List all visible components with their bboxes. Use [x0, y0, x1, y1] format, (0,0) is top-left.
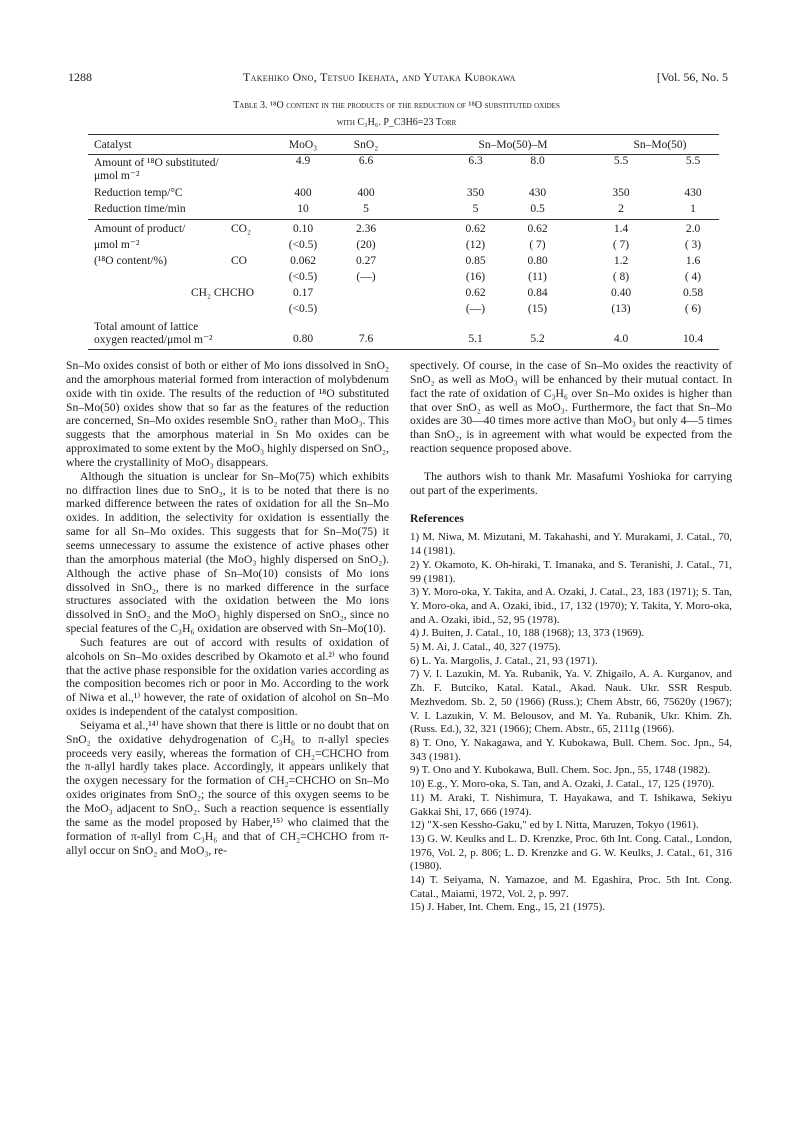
table-cell: ( 7): [612, 239, 630, 251]
row-label-co2: CO₂: [231, 223, 251, 235]
table-cell: 10: [297, 203, 309, 215]
table-cell: 400: [294, 187, 312, 199]
table-cell: 5: [472, 203, 479, 215]
body-paragraph: Sn–Mo oxides consist of both or either of Mo ions dissolved in SnO₂ and the amorphous material formed from interaction of molybdenum oxide with tin oxide. The results of the reduction of ¹⁸O substituted Sn–Mo(50) oxides show that so far as the features of the reduction are concerned, Sn–Mo oxides resemble SnO₂ rather than MoO₃. This suggests that the amorphous material in Sn Mo oxides can be approximated to some extent by the MoO₃ highly dispersed on SnO₂, where the crystallinity of MoO₃ disappears.: [66, 359, 389, 469]
reference-item: 8) T. Ono, Y. Nakagawa, and Y. Kubokawa, Bull. Chem. Soc. Jpn., 54, 343 (1981).: [410, 736, 732, 763]
table-cell: 0.62: [465, 223, 486, 235]
page-number: 1288: [68, 70, 92, 84]
table-mid-rule: [88, 219, 719, 220]
col-header-moo3: MoO₃: [288, 139, 318, 151]
reference-item: 10) E.g., Y. Moro-oka, S. Tan, and A. Ozaki, J. Catal., 17, 125 (1970).: [410, 778, 715, 791]
table-cell: ( 3): [684, 239, 702, 251]
reference-item: 15) J. Haber, Int. Chem. Eng., 15, 21 (1975).: [410, 901, 605, 914]
body-paragraph: Although the situation is unclear for Sn–Mo(75) which exhibits no diffraction lines due to SnO₂, it is to be noted that there is no marked difference between the rates of oxidation for all the Sn–Mo oxides. In addition, the selectivity for oxidation is essentially the same for all Sn–Mo oxides. This suggests that for Sn–Mo(75) it seems unnecessary to assume the existence of active phases other than the amorphous material (the MoO₃ highly dispersed on SnO₂). Although the active phase of Sn–Mo(10) consists of Mo ions dissolved in SnO₂, there is no marked difference in the surface structures associated with the oxidation between the Mo ions dissolved in SnO₂ and the MoO₃ highly dispersed on SnO₂, since no special features of the C₃H₆ oxidation are observed with Sn–Mo(10).: [66, 469, 389, 636]
table-cell: 350: [466, 187, 485, 199]
reference-item: 4) J. Buiten, J. Catal., 10, 188 (1968); 13, 373 (1969).: [410, 627, 645, 640]
table-cell: (<0.5): [288, 271, 318, 283]
reference-item: 1) M. Niwa, M. Mizutani, M. Takahashi, and Y. Murakami, J. Catal., 70, 14 (1981).: [410, 531, 732, 558]
col-header-snmo50m: Sn–Mo(50)–M: [478, 139, 548, 151]
row-label: (¹⁸O content/%): [94, 255, 167, 267]
table-cell: 0.27: [355, 255, 377, 267]
reference-item: 14) T. Seiyama, N. Yamazoe, and M. Egashira, Proc. 5th Int. Cong. Catal., Maiami, 1972, Vol. 2, p. 997.: [410, 874, 732, 900]
table-cell: 5.2: [530, 333, 545, 345]
table-cell: ( 4): [684, 271, 702, 283]
table-cell: 2.36: [355, 223, 377, 235]
row-label-acrolein: CH₂ CHCHO: [191, 287, 255, 299]
reference-item: 13) G. W. Keulks and L. D. Krenzke, Proc. 6th Int. Cong. Catal., London, 1976, Vol. 2, p. 806; L. D. Krenzke and G. W. Keulks, J. Catal., 61, 316 (1980).: [410, 832, 732, 873]
table-cell: 4.9: [295, 155, 311, 167]
references-heading: References: [410, 511, 464, 525]
reference-item: 2) Y. Okamoto, K. Oh-hiraki, T. Imanaka, and S. Teranishi, J. Catal., 71, 99 (1981).: [410, 558, 732, 585]
table-cell: (13): [611, 303, 631, 315]
reference-item: 9) T. Ono and Y. Kubokawa, Bull. Chem. Soc. Jpn., 55, 1748 (1982).: [410, 764, 711, 777]
reference-item: 7) V. I. Lazukin, M. Ya. Rubanik, Ya. V. Zhigailo, A. A. Kurganov, and Zh. F. Butciko, Katal. Katal., Akad. Nauk. Ukr. SSR Respub. Mezhvedom. Sb. 2, 50 (1966) (Russ.); Chem Abstr, 66, 75620y (1967); V. I. Lazukin, V. M. Belousov, and M. Ya. Rubanik, Ukr. Khim. Zh. (Russ. Ed.), 32, 321 (1966); Chem. Abstr., 65, 2111g (1966).: [410, 668, 732, 736]
table-cell: (15): [527, 303, 548, 315]
table-cell: 350: [612, 187, 630, 199]
table-cell: 0.5: [530, 203, 545, 215]
table-caption-line1: Table 3. ¹⁸O content in the products of the reduction of ¹⁸O substituted oxides: [233, 100, 560, 111]
table-cell: 400: [357, 187, 375, 199]
table-cell: 0.17: [292, 287, 314, 299]
row-label: Reduction time/min: [94, 203, 186, 215]
table-cell: 2.0: [685, 223, 701, 235]
table-cell: 430: [684, 187, 702, 199]
table-cell: ( 8): [612, 271, 630, 283]
table-caption: [0, 97, 793, 131]
col-header-snmo50: Sn–Mo(50): [633, 139, 687, 151]
table-cell: 0.62: [465, 287, 486, 299]
acknowledgment: The authors wish to thank Mr. Masafumi Yoshioka for carrying out part of the experiments.: [410, 469, 732, 497]
table-top-rule: [88, 134, 719, 135]
row-label: μmol m⁻²: [94, 170, 140, 182]
body-paragraph: Such features are out of accord with results of oxidation of alcohols on Sn–Mo oxides described by Okamoto et al.²⁾ who found that the active phase responsible for the oxidation varies according as the composition becomes rich or poor in Mo. According to the work of Niwa et al.,¹⁾ however, the rate of oxidation of alcohol on Sn–Mo oxides is independent of the catalyst composition.: [66, 635, 389, 719]
row-label-co: CO: [231, 255, 247, 267]
table-cell: (<0.5): [288, 303, 318, 315]
table-cell: (<0.5): [288, 239, 318, 251]
table-cell: (12): [465, 239, 486, 251]
table-cell: 1.2: [613, 255, 629, 267]
right-text-column: [410, 359, 732, 915]
row-label: Amount of product/: [94, 223, 186, 235]
table-cell: 6.3: [468, 155, 483, 167]
reference-list: [410, 531, 732, 915]
row-label: oxygen reacted/μmol m⁻²: [94, 334, 213, 346]
table-cell: (—): [356, 271, 376, 283]
table-cell: 5.5: [613, 155, 629, 167]
table-cell: 1: [690, 203, 696, 215]
table-cell: 6.6: [358, 155, 374, 167]
table-cell: 0.80: [527, 255, 548, 267]
table-cell: 1.6: [685, 255, 701, 267]
table-cell: 0.85: [465, 255, 486, 267]
table-cell: 0.40: [610, 287, 632, 299]
table-cell: 5.1: [468, 333, 483, 345]
table-cell: 0.58: [682, 287, 704, 299]
table-cell: (16): [465, 271, 486, 283]
author-line: Takehiko Ono, Tetsuo Ikehata, and Yutaka Kubokawa: [243, 70, 516, 84]
reference-item: 6) L. Ya. Margolis, J. Catal., 21, 93 (1971).: [410, 654, 598, 667]
body-paragraph: spectively. Of course, in the case of Sn–Mo oxides the reactivity of SnO₂ as well as MoO₃ will be enhanced by their mutual contact. In fact the rate of oxidation of C₃H₆ over Sn–Mo oxides is higher than that over SnO₂ as well as MoO₃. Furthermore, the fact that Sn–Mo oxides are 30—40 times more active than MoO₃ but only 4—5 times than SnO₂, is in agreement with what would be expected from the reaction sequence proposed above.: [410, 359, 732, 456]
running-header: [68, 70, 728, 88]
left-text-column: [66, 359, 389, 857]
table-cell: (11): [528, 271, 547, 283]
table-cell: 5.5: [685, 155, 701, 167]
table-cell: 2: [618, 203, 624, 215]
table-cell: ( 6): [684, 303, 702, 315]
reference-item: 5) M. Ai, J. Catal., 40, 327 (1975).: [410, 641, 561, 654]
table-cell: 0.062: [290, 255, 316, 267]
col-header-catalyst: Catalyst: [94, 139, 132, 151]
table-cell: 1.4: [613, 223, 629, 235]
table-cell: 5: [363, 203, 369, 215]
table-caption-line2: with C₃H₆. P_C3H6=23 Torr: [336, 117, 457, 128]
reference-item: 12) "X-sen Kessho-Gaku," ed by I. Nitta, Maruzen, Tokyo (1961).: [410, 819, 699, 832]
table-cell: 4.0: [613, 333, 629, 345]
body-paragraph: Seiyama et al.,¹⁴⁾ have shown that there is little or no doubt that on SnO₂ the oxidative dehydrogenation of C₃H₆ to π-allyl species proceeds very easily, whereas the formation of CH₂=CHCHO from the π-allyl hardly takes place. Accordingly, it appears unlikely that the oxygen necessary for the formation of CH₂=CHCHO on Sn–Mo oxides originates from SnO₂; the source of this oxygen seems to be the MoO₃ adjacent to SnO₂. Such a reaction sequence is essentially the same as the model proposed by Haber,¹⁵⁾ who claimed that the formation of π-allyl from C₃H₆ and that of CH₂=CHCHO from π-allyl occur on SnO₂ and MoO₃, re-: [66, 718, 389, 857]
table-bottom-rule: [88, 349, 719, 350]
row-label: Amount of ¹⁸O substituted/: [94, 157, 219, 169]
table-cell: 430: [528, 187, 547, 199]
table-cell: (20): [356, 239, 376, 251]
row-label: Reduction temp/°C: [94, 187, 183, 199]
table-cell: 0.62: [527, 223, 548, 235]
table-cell: 0.80: [292, 333, 314, 345]
volume-info: [Vol. 56, No. 5: [656, 70, 728, 84]
reference-item: 11) M. Araki, T. Nishimura, T. Hayakawa, and T. Ishikawa, Sekiyu Gakkai Shi, 17, 666 (1974).: [410, 791, 732, 818]
table-cell: (—): [465, 303, 486, 315]
row-label: μmol m⁻²: [94, 239, 140, 251]
col-header-sno2: SnO₂: [353, 139, 379, 151]
table-cell: 0.84: [527, 287, 548, 299]
table-cell: 8.0: [530, 155, 545, 167]
row-label: Total amount of lattice: [94, 321, 199, 333]
table-cell: ( 7): [529, 239, 546, 251]
reference-item: 3) Y. Moro-oka, Y. Takita, and A. Ozaki, J. Catal., 23, 183 (1971); S. Tan, Y. Moro-oka, and A. Ozaki, ibid., 17, 132 (1970); Y. Takita, Y. Moro-oka, and A. Ozaki, ibid., 52, 95 (1978).: [410, 586, 732, 626]
table-cell: 10.4: [682, 333, 704, 345]
table-cell: 0.10: [292, 223, 314, 235]
table-cell: 7.6: [358, 333, 374, 345]
